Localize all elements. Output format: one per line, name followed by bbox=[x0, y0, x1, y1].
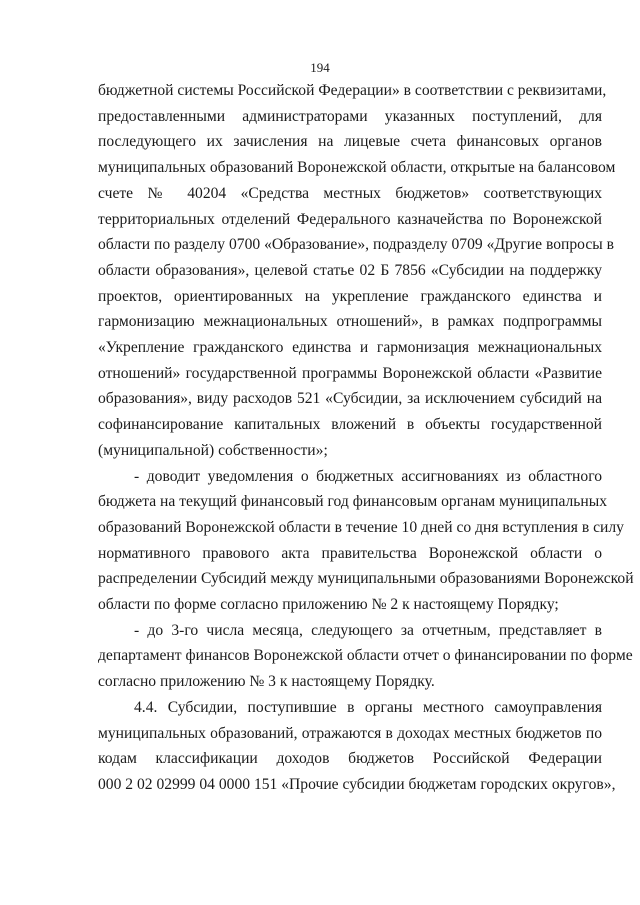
text-line: гармонизацию межнациональных отношений», в рамках подпрограммы bbox=[98, 313, 602, 331]
text-line: софинансирование капитальных вложений в объекты государственной bbox=[98, 416, 602, 434]
text-line: кодам классификации доходов бюджетов Российской Федерации bbox=[98, 750, 602, 768]
text-line: 000 2 02 02999 04 0000 151 «Прочие субсидии бюджетам городских округов», bbox=[98, 775, 616, 793]
text-line: проектов, ориентированных на укрепление гражданского единства и bbox=[98, 287, 602, 305]
text-line: муниципальных образований, отражаются в доходах местных бюджетов по bbox=[98, 724, 602, 742]
text-line: согласно приложению № 3 к настоящему Порядку. bbox=[98, 673, 435, 691]
text-line: образований Воронежской области в течение 10 дней со дня вступления в силу bbox=[98, 518, 624, 536]
text-line: бюджета на текущий финансовый год финансовым органам муниципальных bbox=[98, 493, 608, 511]
text-line: - доводит уведомления о бюджетных ассигнованиях из областного bbox=[134, 467, 602, 485]
page-number: 194 bbox=[310, 60, 330, 75]
text-line: области по форме согласно приложению № 2 к настоящему Порядку; bbox=[98, 596, 559, 614]
paragraph-3 bbox=[98, 618, 633, 695]
text-line: образования», виду расходов 521 «Субсидии, за исключением субсидий на bbox=[98, 390, 602, 408]
paragraph-4 bbox=[98, 695, 616, 798]
text-line: - до 3-го числа месяца, следующего за отчетным, представляет в bbox=[134, 621, 602, 639]
paragraph-2 bbox=[98, 464, 634, 618]
document-body bbox=[98, 78, 634, 798]
text-line: счете № 40204 «Средства местных бюджетов» соответствующих bbox=[98, 184, 602, 202]
text-line: предоставленными администраторами указанных поступлений, для bbox=[98, 107, 602, 125]
text-line: муниципальных образований Воронежской области, открытые на балансовом bbox=[98, 159, 616, 177]
text-line: области образования», целевой статье 02 Б 7856 «Субсидии на поддержку bbox=[98, 261, 602, 279]
text-line: «Укрепление гражданского единства и гармонизация межнациональных bbox=[98, 339, 602, 357]
text-line: нормативного правового акта правительства Воронежской области о bbox=[98, 544, 602, 562]
text-line: территориальных отделений Федерального казначейства по Воронежской bbox=[98, 210, 602, 228]
text-line: 4.4. Субсидии, поступившие в органы местного самоуправления bbox=[134, 698, 602, 716]
text-line: бюджетной системы Российской Федерации» в соответствии с реквизитами, bbox=[98, 82, 607, 99]
text-line: (муниципальной) собственности»; bbox=[98, 441, 328, 459]
text-line: отношений» государственной программы Воронежской области «Развитие bbox=[98, 364, 602, 382]
paragraph-1 bbox=[98, 78, 616, 464]
text-line: области по разделу 0700 «Образование», подразделу 0709 «Другие вопросы в bbox=[98, 236, 615, 254]
text-line: распределении Субсидий между муниципальными образованиями Воронежской bbox=[98, 570, 634, 588]
text-line: департамент финансов Воронежской области отчет о финансировании по форме bbox=[98, 647, 633, 665]
text-line: последующего их зачисления на лицевые счета финансовых органов bbox=[98, 133, 602, 151]
